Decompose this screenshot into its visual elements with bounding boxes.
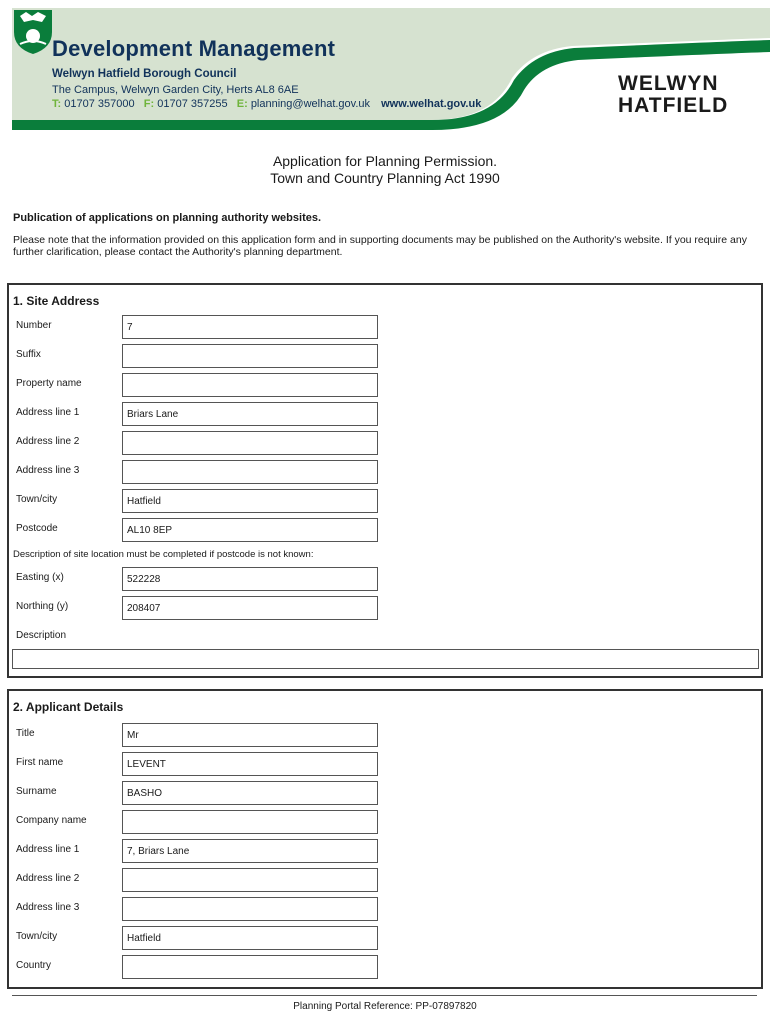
applicant-address-line-2-field[interactable] [122, 868, 378, 892]
publication-note: Please note that the information provided on this application form and in supporting documents may be published on the Authority's website. If you require any further clarification, please contact the Authority's planning department. [13, 234, 747, 258]
address-line-3-label: Address line 3 [16, 465, 80, 476]
address-line-1-field[interactable]: Briars Lane [122, 402, 378, 426]
section-title: 2. Applicant Details [13, 700, 124, 714]
number-field[interactable]: 7 [122, 315, 378, 339]
footer-divider [12, 995, 757, 996]
email-link[interactable]: planning@welhat.gov.uk [250, 98, 371, 110]
applicant-town-field[interactable]: Hatfield [122, 926, 378, 950]
council-address: The Campus, Welwyn Garden City, Herts AL8 6AE [52, 84, 299, 96]
country-field[interactable] [122, 955, 378, 979]
applicant-address-line-1-label: Address line 1 [16, 844, 80, 855]
applicant-address-line-3-field[interactable] [122, 897, 378, 921]
surname-field[interactable]: BASHO [122, 781, 378, 805]
title-field[interactable]: Mr [122, 723, 378, 747]
town-field[interactable]: Hatfield [122, 489, 378, 513]
fax-number: 01707 357255 [157, 98, 228, 110]
title-label: Title [16, 728, 35, 739]
address-line-2-field[interactable] [122, 431, 378, 455]
suffix-field[interactable] [122, 344, 378, 368]
council-name: Welwyn Hatfield Borough Council [52, 68, 237, 80]
property-name-field[interactable] [122, 373, 378, 397]
town-label: Town/city [16, 494, 58, 505]
country-label: Country [16, 960, 52, 971]
easting-label: Easting (x) [16, 572, 64, 583]
tel-number: 01707 357000 [64, 98, 135, 110]
property-name-label: Property name [16, 378, 82, 389]
company-name-field[interactable] [122, 810, 378, 834]
section-title: 1. Site Address [13, 294, 100, 308]
postcode-label: Postcode [16, 523, 58, 534]
number-label: Number [16, 320, 52, 331]
applicant-address-line-1-field[interactable]: 7, Briars Lane [122, 839, 378, 863]
address-line-3-field[interactable] [122, 460, 378, 484]
description-label: Description [16, 630, 67, 641]
first-name-field[interactable]: LEVENT [122, 752, 378, 776]
publication-heading: Publication of applications on planning authority websites. [13, 212, 322, 224]
fax-label: F: [143, 98, 155, 110]
easting-field[interactable]: 522228 [122, 567, 378, 591]
applicant-address-line-3-label: Address line 3 [16, 902, 80, 913]
first-name-label: First name [16, 757, 64, 768]
logo-hatfield: HATFIELD [618, 94, 729, 117]
location-note: Description of site location must be completed if postcode is not known: [13, 549, 314, 560]
email-label: E: [236, 98, 248, 110]
header-title: Development Management [52, 36, 336, 61]
applicant-details-section [7, 689, 763, 989]
address-line-2-label: Address line 2 [16, 436, 80, 447]
header-banner [12, 8, 770, 130]
portal-reference: Planning Portal Reference: PP-07897820 [293, 1001, 477, 1012]
surname-label: Surname [16, 786, 57, 797]
northing-label: Northing (y) [16, 601, 69, 612]
logo-welwyn: WELWYN [618, 72, 719, 95]
applicant-address-line-2-label: Address line 2 [16, 873, 80, 884]
company-name-label: Company name [16, 815, 87, 826]
suffix-label: Suffix [16, 349, 41, 360]
address-line-1-label: Address line 1 [16, 407, 80, 418]
document-subtitle: Town and Country Planning Act 1990 [270, 170, 500, 186]
postcode-field[interactable]: AL10 8EP [122, 518, 378, 542]
council-shield-icon [12, 8, 54, 56]
document-title: Application for Planning Permission. [272, 153, 498, 169]
description-field[interactable] [12, 649, 759, 669]
site-address-section [7, 283, 763, 678]
northing-field[interactable]: 208407 [122, 596, 378, 620]
tel-label: T: [52, 98, 62, 110]
website-link[interactable]: www.welhat.gov.uk [381, 98, 482, 110]
contact-line [52, 98, 481, 110]
applicant-town-label: Town/city [16, 931, 58, 942]
